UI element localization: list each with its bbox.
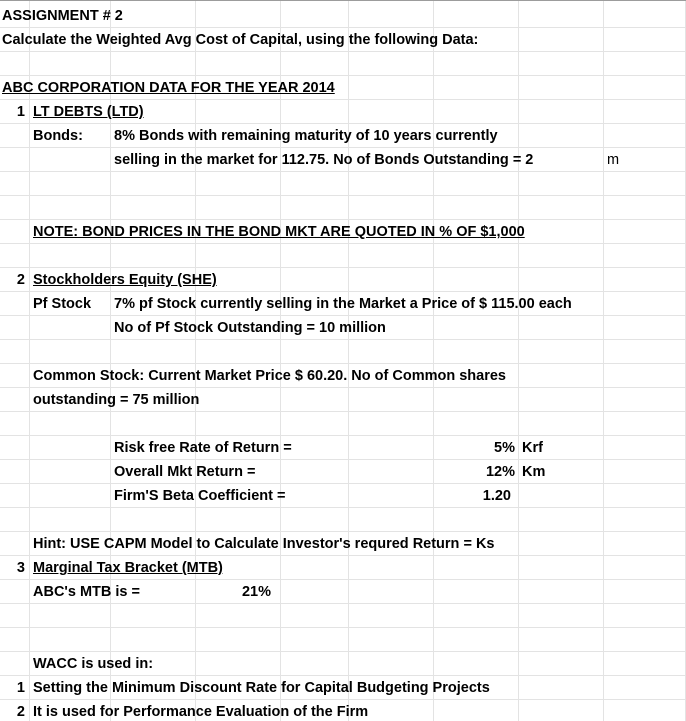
- debt-heading: LT DEBTS (LTD): [33, 104, 144, 120]
- common-stock-line-1: Common Stock: Current Market Price $ 60.20. No of Common shares: [33, 368, 506, 384]
- row-number: 2: [16, 704, 25, 720]
- risk-free-label: Risk free Rate of Return =: [114, 440, 292, 456]
- assignment-title: ASSIGNMENT # 2: [2, 8, 123, 24]
- grid-col-line: [603, 1, 604, 721]
- row-number: 2: [16, 272, 25, 288]
- common-stock-line-2: outstanding = 75 million: [33, 392, 200, 408]
- grid-col-line: [29, 1, 30, 721]
- tax-label: ABC's MTB is =: [33, 584, 140, 600]
- bonds-label: Bonds:: [33, 128, 83, 144]
- tax-value: 21%: [241, 584, 271, 600]
- tax-heading: Marginal Tax Bracket (MTB): [33, 560, 223, 576]
- bonds-line-1: 8% Bonds with remaining maturity of 10 years currently: [114, 128, 498, 144]
- market-return-symbol: Km: [522, 464, 546, 480]
- grid-col-line: [518, 1, 519, 721]
- row-number: 1: [16, 680, 25, 696]
- row-number: 1: [16, 104, 25, 120]
- grid-col-line: [348, 1, 349, 721]
- instruction-text: Calculate the Weighted Avg Cost of Capital, using the following Data:: [2, 32, 479, 48]
- pf-stock-line-1: 7% pf Stock currently selling in the Market a Price of $ 115.00 each: [114, 296, 572, 312]
- equity-heading: Stockholders Equity (SHE): [33, 272, 217, 288]
- beta-value: 1.20: [482, 488, 511, 504]
- bonds-line-2: selling in the market for 112.75. No of Bonds Outstanding = 2: [114, 152, 534, 168]
- section-header: ABC CORPORATION DATA FOR THE YEAR 2014: [2, 80, 335, 96]
- grid-col-line: [433, 1, 434, 721]
- grid-col-line: [195, 1, 196, 721]
- capm-hint: Hint: USE CAPM Model to Calculate Investor's requred Return = Ks: [33, 536, 495, 552]
- bonds-unit: m: [607, 152, 620, 168]
- pf-stock-label: Pf Stock: [33, 296, 92, 312]
- risk-free-value: 5%: [494, 440, 515, 456]
- bond-price-note: NOTE: BOND PRICES IN THE BOND MKT ARE QUOTED IN % OF $1,000: [33, 224, 525, 240]
- wacc-heading: WACC is used in:: [33, 656, 154, 672]
- row-number: 3: [16, 560, 25, 576]
- risk-free-symbol: Krf: [522, 440, 543, 456]
- wacc-use-1: Setting the Minimum Discount Rate for Capital Budgeting Projects: [33, 680, 490, 696]
- beta-label: Firm'S Beta Coefficient =: [114, 488, 286, 504]
- wacc-use-2: It is used for Performance Evaluation of the Firm: [33, 704, 369, 720]
- market-return-value: 12%: [485, 464, 515, 480]
- pf-stock-line-2: No of Pf Stock Outstanding = 10 million: [114, 320, 386, 336]
- grid-col-line: [280, 1, 281, 721]
- market-return-label: Overall Mkt Return =: [114, 464, 256, 480]
